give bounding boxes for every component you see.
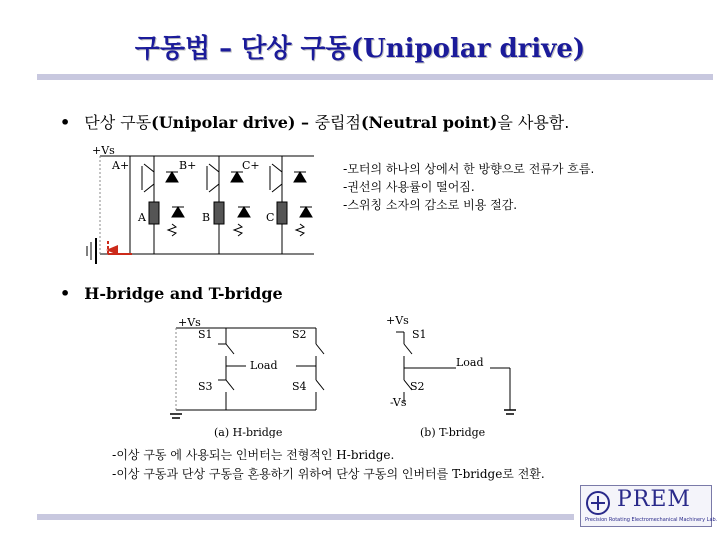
hbridge-load: Load [250,359,278,372]
hbridge-s2: S2 [292,328,307,341]
bullet-dot-icon: • [60,113,71,132]
footer-divider [37,514,574,520]
tbridge-s1: S1 [412,328,427,341]
logo-name: PREM [617,487,691,512]
h-bridge-diagram [168,310,340,438]
footer-notes [112,446,545,484]
tbridge-supply-top: +Vs [386,314,409,327]
logo-subtitle: Precision Rotating Electromechanical Machinery Lab. [585,517,718,523]
tbridge-s2: S2 [410,380,425,393]
bullet-unipolar [60,110,569,133]
circuit1-label-2: C+ [242,159,260,172]
footer-line2-c: 로 전환. [502,467,545,481]
hbridge-s4: S4 [292,380,307,393]
title-divider [37,74,713,80]
note-line: -스위칭 소자의 감소로 비용 절감. [343,198,518,212]
hbridge-supply: +Vs [178,316,201,329]
bullet1-text-a: 단상 구동 [84,113,152,132]
note-line: -권선의 사용률이 떨어짐. [343,180,475,194]
title-korean: 구동법 – 단상 구동 [134,34,351,64]
bullet1-text-d: (Neutral point) [360,113,498,132]
bullet1-text-b: (Unipolar drive) – [151,113,315,132]
bullet1-text-e: 을 사용함. [497,113,570,132]
bullet-bridges [60,284,283,303]
bullet1-text-c: 중립점 [314,113,361,132]
prem-logo-mark-icon [585,490,611,516]
footer-line2-a: -이상 구동과 단상 구동을 혼용하기 위하여 단상 구동의 인버터를 [112,467,453,481]
bullet2-text: H-bridge and T-bridge [84,284,283,303]
note-line: -모터의 하나의 상에서 한 방향으로 전류가 흐름. [343,162,595,176]
circuit1-label-0: A+ [112,159,130,172]
hbridge-s3: S3 [198,380,213,393]
hbridge-s1: S1 [198,328,213,341]
circuit1-label-1: B+ [179,159,197,172]
circuit1-label-4: B [202,211,211,224]
footer-line2-b: T-bridge [452,467,503,481]
bullet-dot-icon: • [60,284,71,303]
footer-line1-a: -이상 구동 에 사용되는 인버터는 전형적인 [112,448,337,462]
tbridge-load: Load [456,356,484,369]
tbridge-caption: (b) T-bridge [420,426,486,439]
tbridge-supply-bottom: -Vs [390,396,407,409]
footer-line-1 [112,446,545,465]
circuit1-label-3: A [138,211,146,224]
title-latin: (Unipolar drive) [350,34,586,64]
t-bridge-diagram [382,310,522,440]
unipolar-notes [343,160,594,214]
slide-title [0,28,720,65]
circuit1-supply: +Vs [92,144,115,157]
prem-logo [580,485,718,527]
footer-line-2 [112,465,545,484]
hbridge-caption: (a) H-bridge [214,426,283,438]
unipolar-circuit-diagram [82,142,332,270]
circuit1-label-5: C [266,211,275,224]
footer-line1-b: H-bridge. [336,448,395,462]
